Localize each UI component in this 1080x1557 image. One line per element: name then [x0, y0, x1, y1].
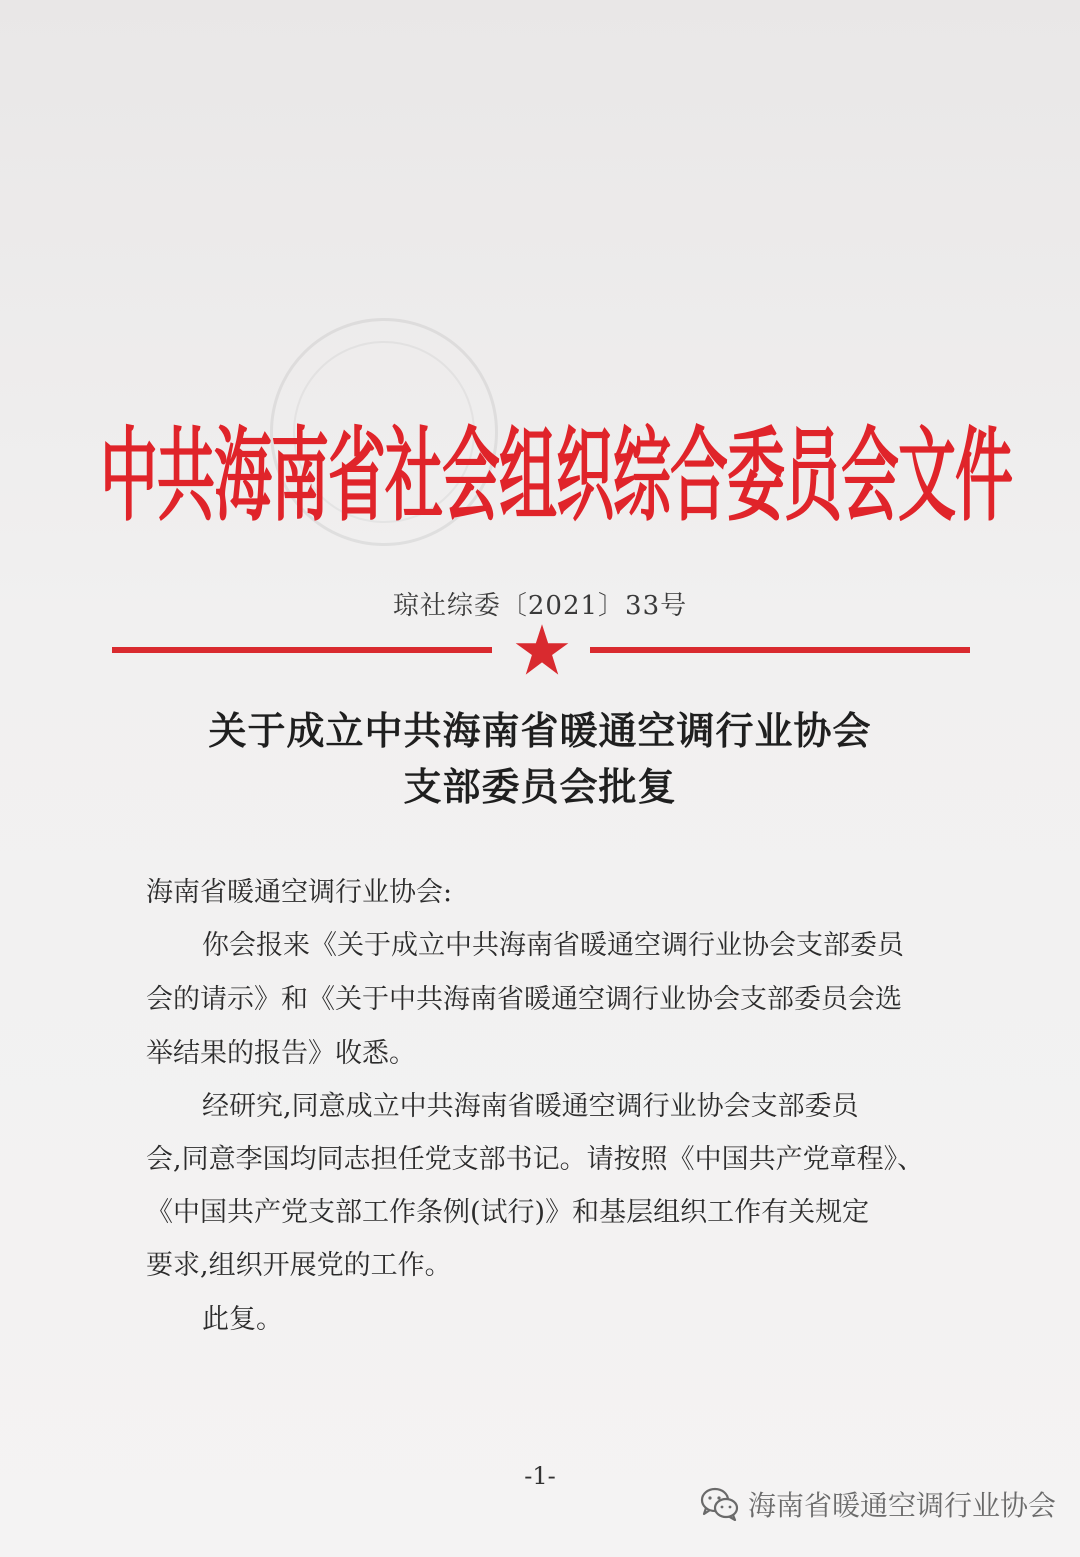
- document-title-line-1: 关于成立中共海南省暖通空调行业协会: [208, 709, 872, 753]
- document-title-line-2: 支部委员会批复: [403, 765, 677, 809]
- red-divider-right: [590, 647, 970, 653]
- paragraph-1-line-2: 会的请示》和《关于中共海南省暖通空调行业协会支部委员会选: [146, 984, 902, 1015]
- document-number: 琼社综委〔2021〕33号: [392, 591, 688, 621]
- paragraph-2-line-2: 会,同意李国均同志担任党支部书记。请按照《中国共产党章程》、: [146, 1144, 925, 1175]
- document-masthead: 中共海南省社会组织综合委员会文件: [100, 416, 1013, 536]
- wechat-watermark: [700, 1484, 1056, 1524]
- red-divider-left: [112, 647, 492, 653]
- watermark-text: 海南省暖通空调行业协会: [748, 1489, 1057, 1522]
- paragraph-1-line-1: 你会报来《关于成立中共海南省暖通空调行业协会支部委员: [202, 930, 904, 961]
- closing-text: 此复。: [202, 1304, 283, 1335]
- page-number: -1-: [524, 1462, 556, 1490]
- paragraph-2-line-1: 经研究,同意成立中共海南省暖通空调行业协会支部委员: [202, 1091, 859, 1122]
- salutation: 海南省暖通空调行业协会:: [146, 877, 453, 908]
- red-star-icon: [514, 622, 570, 678]
- paragraph-2-line-3: 《中国共产党支部工作条例(试行)》和基层组织工作有关规定: [146, 1197, 870, 1228]
- paragraph-1-line-3: 举结果的报告》收悉。: [146, 1038, 416, 1069]
- paragraph-2-line-4: 要求,组织开展党的工作。: [146, 1250, 452, 1281]
- wechat-icon: [700, 1487, 740, 1521]
